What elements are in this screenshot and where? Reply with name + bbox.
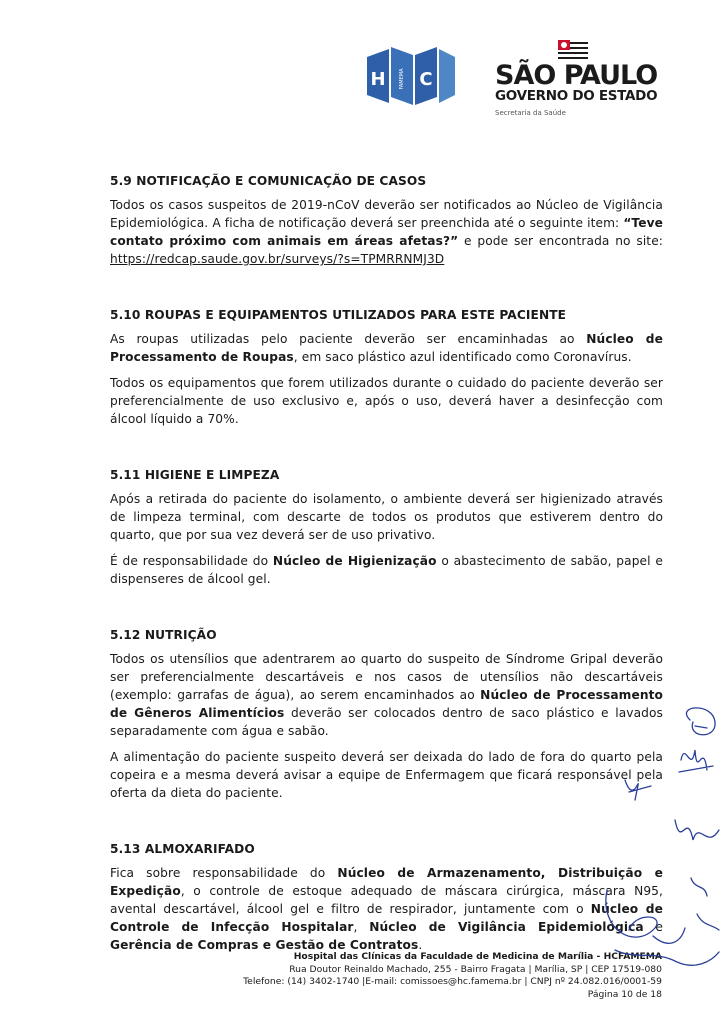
text-run: e xyxy=(643,920,664,934)
paragraph xyxy=(110,864,663,954)
bold-text: Núcleo de Armazenamento, Distribuição e Expedição xyxy=(110,866,663,898)
text-run: e pode ser encontrada no site: xyxy=(458,234,663,248)
text-run: , o controle de estoque adequado de máscara cirúrgica, máscara N95, avental descartável, álcool gel e filtro de respirador, juntamente com o xyxy=(110,884,663,916)
section-5-11 xyxy=(110,466,663,588)
footer-institution: Hospital das Clínicas da Faculdade de Medicina de Marília - HCFAMEMA xyxy=(293,951,662,962)
text-run: Todos os utensílios que adentrarem ao quarto do suspeito de Síndrome Gripal deverão ser preferencialmente descartáveis e nos casos de utensílios não descartáveis (exemplo: garrafas de água), ao serem encaminhados ao xyxy=(110,652,663,702)
section-title: 5.11 HIGIENE E LIMPEZA xyxy=(110,468,280,482)
text-run: . xyxy=(418,938,423,952)
text-run: , em saco plástico azul identificado como Coronavírus. xyxy=(293,350,632,364)
bold-text: Núcleo de Processamento de Roupas xyxy=(110,332,663,364)
text-run: Fica sobre responsabilidade do xyxy=(110,866,338,880)
footer-contact: Telefone: (14) 3402-1740 |E-mail: comissoes@hc.famema.br | CNPJ nº 24.082.016/0001-59 xyxy=(243,976,662,987)
section-title: 5.13 ALMOXARIFADO xyxy=(110,842,255,856)
hc-famema-logo xyxy=(365,45,457,107)
section-5-12 xyxy=(110,626,663,802)
section-title: 5.9 NOTIFICAÇÃO E COMUNICAÇÃO DE CASOS xyxy=(110,174,427,188)
paragraph: Após a retirada do paciente do isolamento, o ambiente deverá ser higienizado através de limpeza terminal, com descarte de todos os produtos que estiverem dentro do quarto, que por sua vez deverá ser de uso privativo. xyxy=(110,492,663,542)
text-run: As roupas utilizadas pelo paciente deverão ser encaminhadas ao xyxy=(110,332,587,346)
section-5-13 xyxy=(110,840,663,954)
hc-logo-letter-c: C xyxy=(419,69,433,90)
redcap-survey-link[interactable]: https://redcap.saude.gov.br/surveys/?s=TPMRRNMJ3D xyxy=(110,252,445,266)
document-body xyxy=(110,172,663,962)
page-footer xyxy=(162,951,662,1001)
paragraph xyxy=(110,330,663,366)
section-title: 5.12 NUTRIÇÃO xyxy=(110,628,217,642)
sao-paulo-government-logo xyxy=(495,40,660,120)
paragraph: Todos os equipamentos que forem utilizados durante o cuidado do paciente deverão ser preferencialmente de uso exclusivo e, após o uso, deverá haver a desinfecção com álcool líquido a 70%. xyxy=(110,376,663,426)
governo-do-estado-subtitle: GOVERNO DO ESTADO xyxy=(495,88,658,104)
bold-text: Núcleo de Controle de Infecção Hospitalar xyxy=(110,902,663,934)
text-run: É de responsabilidade do xyxy=(110,554,273,568)
bold-text: Núcleo de Processamento de Gêneros Alimentícios xyxy=(110,688,663,720)
section-5-9 xyxy=(110,172,663,268)
bold-text: Gerência de Compras e Gestão de Contratos xyxy=(110,938,419,952)
bold-text: Núcleo de Higienização xyxy=(272,554,437,568)
sao-paulo-title: SÃO PAULO xyxy=(495,60,658,91)
hc-logo-letter-h: H xyxy=(370,69,386,90)
text-run: o abastecimento de sabão, papel e dispenseres de álcool gel. xyxy=(110,554,663,586)
section-5-10 xyxy=(110,306,663,428)
bold-text: “Teve contato próximo com animais em áreas afetas?” xyxy=(110,216,663,248)
hc-logo-side-text: FAMEMA xyxy=(399,68,405,90)
footer-address: Rua Doutor Reinaldo Machado, 255 - Bairro Fragata | Marília, SP | CEP 17519-080 xyxy=(289,963,662,975)
bold-text: Núcleo de Vigilância Epidemiológica xyxy=(369,920,644,934)
paragraph xyxy=(110,196,663,268)
footer-page-number: Página 10 de 18 xyxy=(587,988,662,1000)
text-run: deverão ser colocados dentro de saco plástico e lavados separadamente com água e sabão. xyxy=(110,706,663,738)
paragraph: A alimentação do paciente suspeito deverá ser deixada do lado de fora do quarto pela copeira e a mesma deverá avisar a equipe de Enfermagem que ficará responsável pela oferta da dieta do paciente. xyxy=(110,750,663,800)
paragraph xyxy=(110,650,663,740)
text-run: , xyxy=(353,920,370,934)
text-run: Todos os casos suspeitos de 2019-nCoV deverão ser notificados ao Núcleo de Vigilância Epidemiológica. A ficha de notificação deverá ser preenchida até o seguinte item: xyxy=(110,198,663,230)
section-title: 5.10 ROUPAS E EQUIPAMENTOS UTILIZADOS PARA ESTE PACIENTE xyxy=(110,308,567,322)
secretaria-da-saude-label: Secretaria da Saúde xyxy=(495,109,566,117)
paragraph xyxy=(110,552,663,588)
